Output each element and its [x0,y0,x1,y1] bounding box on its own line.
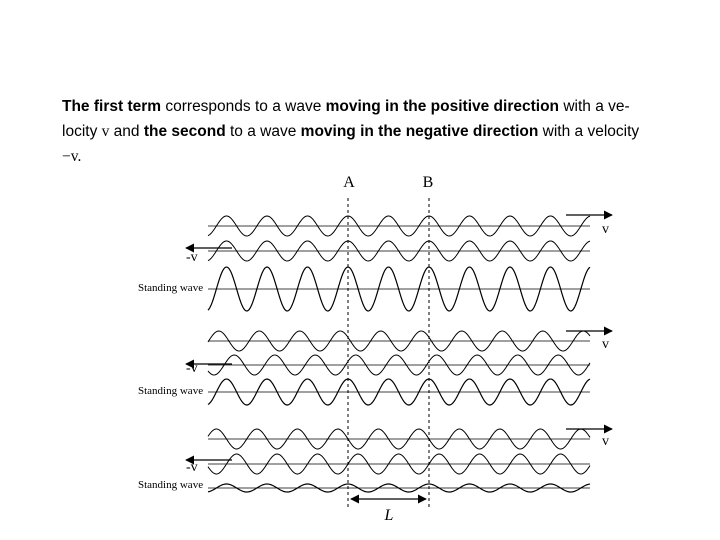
backward-velocity-label: -v [186,460,198,475]
forward-velocity-label: v [602,337,609,352]
text-segment: and [109,123,144,140]
standing-wave-figure [0,160,720,530]
text-segment: to a wave [225,123,301,140]
forward-velocity-label: v [602,222,609,237]
marker-b-label: B [422,174,434,191]
first-term-text: The first term [62,98,162,115]
backward-velocity-label: -v [186,250,198,265]
negative-direction-text: moving in the negative direction [300,123,539,140]
standing-wave-label: Standing wave [138,385,204,397]
text-segment: with a ve-locity [62,98,630,140]
standing-wave-label: Standing wave [138,479,204,491]
explanation-paragraph [62,94,662,169]
positive-direction-text: moving in the positive direction [325,98,560,115]
panel-3 [138,429,612,491]
marker-a-label: A [343,174,355,191]
panel-1 [138,215,612,294]
length-label: L [384,507,394,524]
wave-traces [208,216,590,492]
velocity-symbol: v [101,123,110,140]
forward-velocity-label: v [602,434,609,449]
backward-velocity-label: -v [186,361,198,376]
negative-velocity-symbol: −v. [62,148,82,165]
text-segment: with a velocity [538,123,640,140]
standing-wave-label: Standing wave [138,282,204,294]
text-segment: corresponds to a wave [161,98,326,115]
second-term-text: the second [143,123,226,140]
